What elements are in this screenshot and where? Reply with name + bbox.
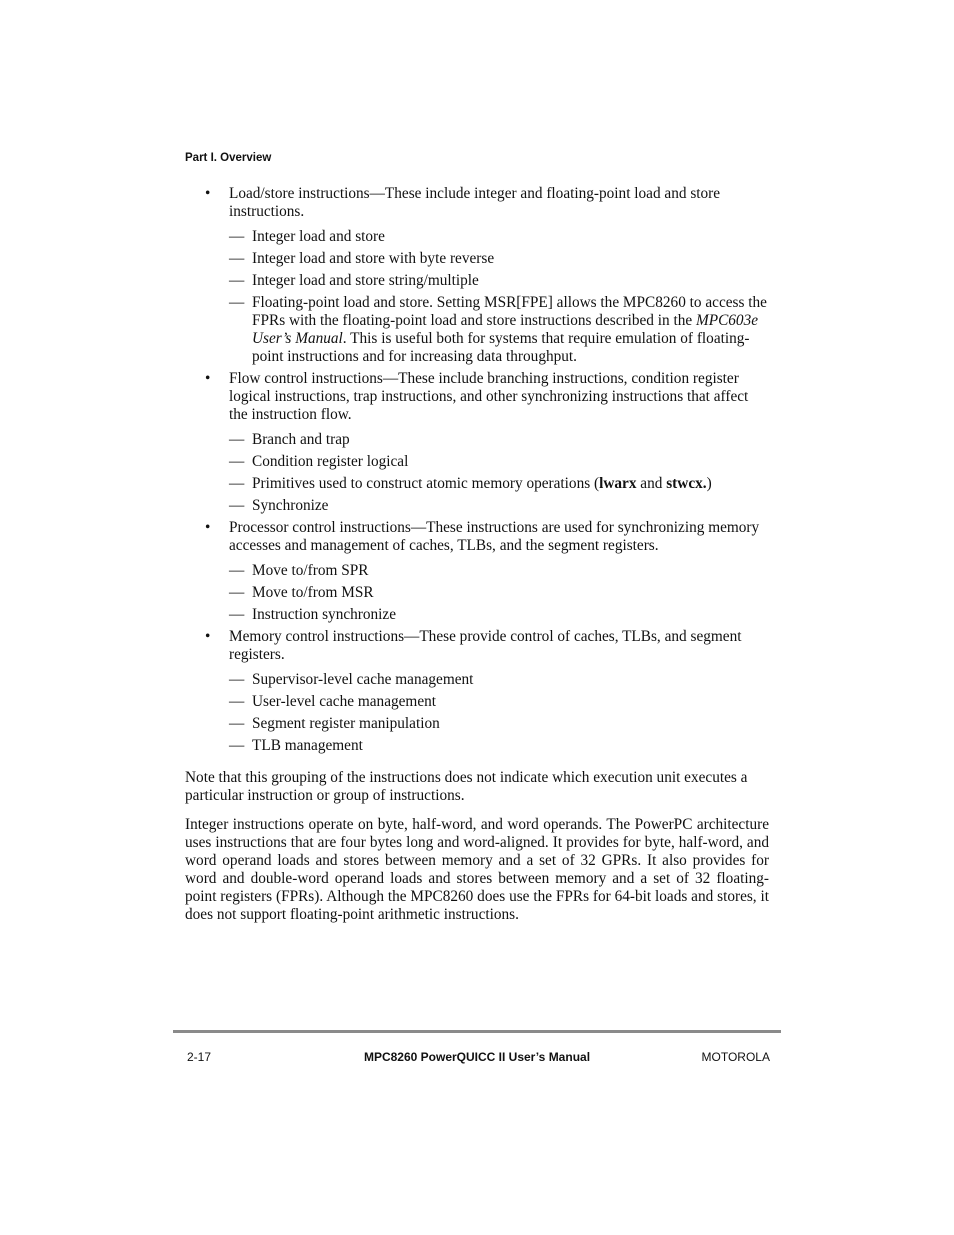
dash-marker: — [229,475,245,492]
dash-marker: — [229,250,245,267]
sub-item-text: Integer load and store with byte reverse [252,250,495,267]
dash-marker: — [229,431,245,448]
sub-item-text: Move to/from SPR [252,562,369,579]
bullet-item [185,519,769,624]
footer-company: MOTOROLA [701,1050,770,1064]
sub-item-text: Integer load and store [252,228,385,245]
sub-item-text: and [636,475,667,492]
instruction-mnemonic: stwcx. [666,475,707,492]
bullet-item [185,185,769,366]
sub-item [229,737,769,755]
sub-item [229,250,769,268]
sub-item-text: ) [706,475,712,492]
sub-list [229,228,769,366]
sub-item [229,693,769,711]
paragraph-note: Note that this grouping of the instructions does not indicate which execution unit executes a particular instruction or group of instructions. [185,769,748,804]
sub-item-text: TLB management [252,737,363,754]
sub-item-text: Condition register logical [252,453,409,470]
sub-list [229,431,769,515]
bullet-marker: • [205,519,211,536]
sub-item [229,497,769,515]
instruction-mnemonic: lwarx [599,475,637,492]
sub-item [229,294,769,366]
sub-item [229,584,769,602]
sub-item [229,606,769,624]
sub-item [229,671,769,689]
sub-item [229,562,769,580]
running-head: Part I. Overview [185,152,272,164]
sub-item [229,228,769,246]
manual-reference: MPC603e User’s Manual [252,312,759,347]
sub-item [229,715,769,733]
sub-item-text: Segment register manipulation [252,715,440,732]
bullet-text: Memory control instructions—These provide control of caches, TLBs, and segment registers. [229,628,742,663]
bullet-text: Flow control instructions—These include branching instructions, condition register logical instructions, trap instructions, and other synchronizing instructions that affect the instruction flow. [229,370,749,423]
sub-list [229,671,769,755]
dash-marker: — [229,294,245,311]
sub-item-text: Branch and trap [252,431,350,448]
footer-page-number: 2-17 [187,1050,212,1064]
dash-marker: — [229,497,245,514]
dash-marker: — [229,715,245,732]
footer-manual-title: MPC8260 PowerQUICC II User’s Manual [363,1050,591,1064]
sub-item-text: Instruction synchronize [252,606,397,623]
bullet-text: Processor control instructions—These instructions are used for synchronizing memory accesses and management of caches, TLBs, and the segment registers. [229,519,760,554]
dash-marker: — [229,693,245,710]
bullet-item [185,370,769,515]
sub-item [229,431,769,449]
instruction-category-list [185,185,769,755]
sub-item-text: User-level cache management [252,693,437,710]
paragraph-integer-instructions: Integer instructions operate on byte, half-word, and word operands. The PowerPC architecture uses instructions that are four bytes long and word-aligned. It provides for byte, half-word, and word operand loads and stores between memory and a set of 32 GPRs. It also provides for word and double-word operand loads and stores between memory and a set of 32 floating-point registers (FPRs). Although the MPC8260 does use the FPRs for 64-bit loads and stores, it does not support floating-point arithmetic instructions. [185,816,769,923]
bullet-text: Load/store instructions—These include integer and floating-point load and store instructions. [229,185,721,220]
sub-item [229,475,769,493]
sub-item-text: Primitives used to construct atomic memory operations ( [252,475,600,492]
bullet-marker: • [205,185,211,202]
sub-item-text: Move to/from MSR [252,584,374,601]
body-text [185,185,769,935]
footer-rule [173,1030,781,1033]
dash-marker: — [229,228,245,245]
sub-item [229,453,769,471]
bullet-marker: • [205,628,211,645]
sub-item-text: Synchronize [252,497,329,514]
sub-item-text: Supervisor-level cache management [252,671,474,688]
sub-item-text: . This is useful both for systems that require emulation of floating-point instructions and for increasing data throughput. [252,330,750,365]
dash-marker: — [229,606,245,623]
sub-item [229,272,769,290]
dash-marker: — [229,584,245,601]
bullet-item [185,628,769,755]
sub-item-text: Integer load and store string/multiple [252,272,479,289]
bullet-marker: • [205,370,211,387]
dash-marker: — [229,272,245,289]
dash-marker: — [229,737,245,754]
dash-marker: — [229,453,245,470]
dash-marker: — [229,562,245,579]
sub-list [229,562,769,624]
sub-item-text: Floating-point load and store. Setting MSR[FPE] allows the MPC8260 to access the FPRs with the floating-point load and store instructions described in the [252,294,767,329]
dash-marker: — [229,671,245,688]
